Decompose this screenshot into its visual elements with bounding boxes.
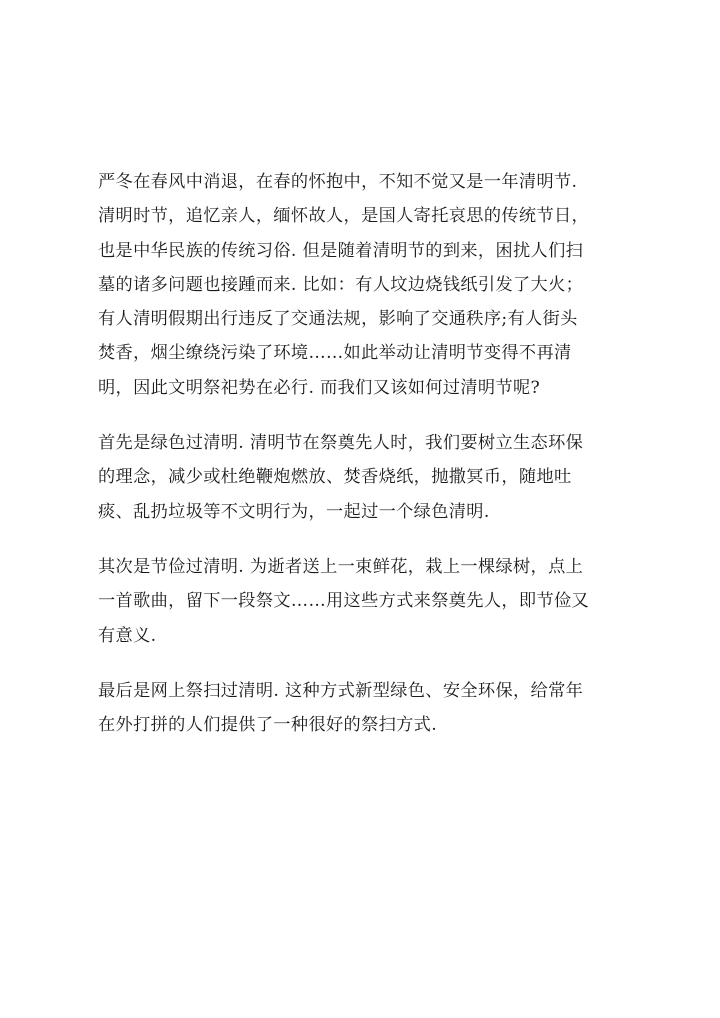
text-line: 有意义.: [98, 625, 157, 646]
text-line: 清明时节，追忆亲人，缅怀故人，是国人寄托哀思的传统节日，: [98, 206, 590, 227]
text-line: 墓的诸多问题也接踵而来. 比如：有人坟边烧钱纸引发了大火；: [98, 274, 584, 295]
text-line: 严冬在春风中消退，在春的怀抱中，不知不觉又是一年清明节.: [98, 172, 578, 192]
paragraph-online: [98, 674, 658, 743]
text-line: 有人清明假期出行违反了交通法规，影响了交通秩序;有人街头: [98, 309, 578, 330]
paragraph-intro: [98, 165, 658, 405]
text-line: 最后是网上祭扫过清明. 这种方式新型绿色、安全环保，给常年: [98, 680, 584, 701]
text-line: 其次是节俭过清明. 为逝者送上一束鲜花，栽上一棵绿树，点上: [98, 556, 584, 577]
paragraph-frugal: [98, 550, 658, 653]
text-line: 首先是绿色过清明. 清明节在祭奠先人时，我们要树立生态环保: [98, 433, 584, 454]
text-line: 在外打拼的人们提供了一种很好的祭扫方式.: [98, 715, 438, 736]
text-line: 痰、乱扔垃圾等不文明行为，一起过一个绿色清明.: [98, 501, 490, 522]
document-body: [98, 165, 658, 763]
text-line: 一首歌曲，留下一段祭文……用这些方式来祭奠先人，即节俭又: [98, 591, 590, 612]
text-line: 的理念，减少或杜绝鞭炮燃放、焚香烧纸，抛撒冥币，随地吐: [98, 467, 572, 488]
text-line: 焚香，烟尘缭绕污染了环境……如此举动让清明节变得不再清: [98, 343, 572, 364]
text-line: 也是中华民族的传统习俗. 但是随着清明节的到来，困扰人们扫: [98, 240, 584, 261]
paragraph-green: [98, 426, 658, 529]
text-line: 明，因此文明祭祀势在必行. 而我们又该如何过清明节呢?: [98, 377, 541, 398]
